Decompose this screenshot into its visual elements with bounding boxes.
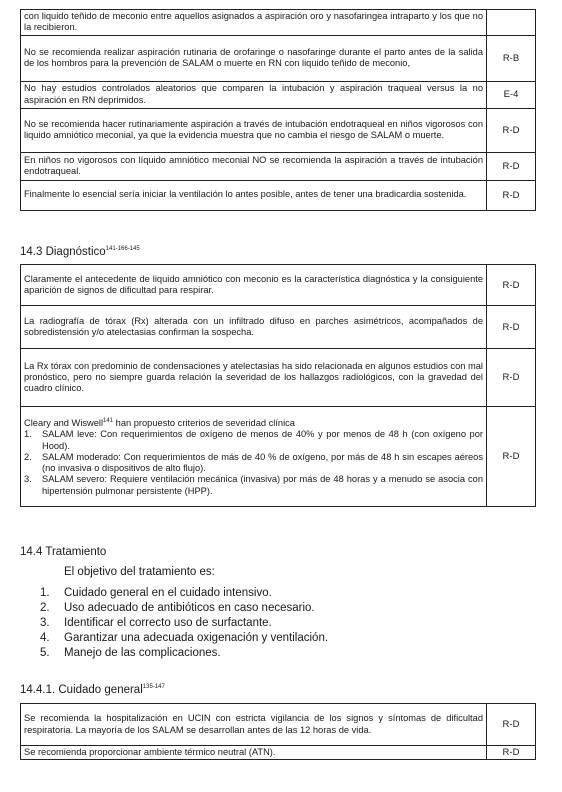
list-item xyxy=(40,616,328,631)
reference-superscript: 135-147 xyxy=(142,684,165,690)
item-text: Uso adecuado de antibióticos en caso necesario. xyxy=(64,602,315,614)
table-row xyxy=(21,349,536,407)
list-item xyxy=(24,429,483,452)
treatment-objectives-list xyxy=(40,586,328,661)
list-item xyxy=(24,474,483,497)
author-names: Cleary and Wiswell xyxy=(24,418,104,428)
row-text: En niños no vigorosos con líquido amniótico meconial NO se recomienda la aspiración a través de intubación endotraqueal. xyxy=(21,152,487,180)
evidence-level: R-D xyxy=(487,407,536,507)
item-number: 5. xyxy=(40,647,50,659)
list-item xyxy=(40,586,328,601)
evidence-table-1 xyxy=(20,9,536,211)
reference-superscript: 141-166-145 xyxy=(105,246,140,252)
row-text: No se recomienda realizar aspiración rutinaria de orofaringe o nasofaringe durante el parto antes de la salida de los hombros para la prevención de SALAM o muerte en RN con liquido teñido de meconio, xyxy=(21,35,487,81)
list-item xyxy=(40,631,328,646)
evidence-level: R-D xyxy=(487,152,536,180)
list-item xyxy=(40,646,328,661)
evidence-level: R-D xyxy=(487,746,536,760)
table-row xyxy=(21,180,536,210)
row-text: No se recomienda hacer rutinariamente aspiración a través de intubación endotraqueal en niños vigorosos con liquido amniótico meconial, ya que la evidencia muestra que no cambia el riesgo de SALAM o muerte. xyxy=(21,108,487,152)
evidence-level: R-D xyxy=(487,108,536,152)
evidence-level: R-B xyxy=(487,35,536,81)
row-text: Se recomienda la hospitalización en UCIN con estricta vigilancia de los signos y síntomas de dificultad respiratoria. La mayoría de los SALAM se desarrollan antes de las 12 horas de vida. xyxy=(21,704,487,746)
evidence-level xyxy=(487,10,536,36)
table-row xyxy=(21,306,536,349)
heading-text: 14.3 Diagnóstico xyxy=(20,246,106,258)
item-number: 3. xyxy=(24,474,32,485)
row-text: Se recomienda proporcionar ambiente térmico neutral (ATN). xyxy=(21,746,487,760)
evidence-level: R-D xyxy=(487,306,536,349)
evidence-table-2 xyxy=(20,264,536,507)
row-text: Claramente el antecedente de liquido amniótico con meconio es la característica diagnóstica y la consiguiente aparición de signos de dificultad para respirar. xyxy=(21,265,487,306)
list-item xyxy=(24,452,483,475)
row-text: Finalmente lo esencial sería iniciar la ventilación lo antes posible, antes de tener una bradicardia sostenida. xyxy=(21,180,487,210)
section-heading-diagnostico xyxy=(20,246,140,258)
reference-superscript: 141 xyxy=(103,417,114,424)
criteria-cell xyxy=(21,407,487,507)
item-number: 3. xyxy=(40,617,50,629)
item-number: 1. xyxy=(24,429,32,440)
evidence-level: R-D xyxy=(487,180,536,210)
severity-criteria-list xyxy=(24,429,483,497)
item-text: SALAM severo: Requiere ventilación mecánica (invasiva) por más de 48 horas y a menudo se asocia con hipertensión pulmonar persistente (HPP). xyxy=(42,474,483,496)
table-row xyxy=(21,407,536,507)
evidence-level: E-4 xyxy=(487,81,536,108)
evidence-table-3 xyxy=(20,703,536,760)
table-row xyxy=(21,10,536,36)
evidence-level: R-D xyxy=(487,265,536,306)
heading-text: 14.4.1. Cuidado general xyxy=(20,684,143,696)
table-row xyxy=(21,704,536,746)
item-number: 4. xyxy=(40,632,50,644)
item-text: Manejo de las complicaciones. xyxy=(64,647,221,659)
table-row xyxy=(21,35,536,81)
item-text: SALAM moderado: Con requerimientos de más de 40 % de oxígeno, por más de 48 h sin escapes aéreos (no invasiva o dispositivos de alto flujo). xyxy=(42,451,483,474)
item-text: Identificar el correcto uso de surfactante. xyxy=(64,617,272,629)
row-text: No hay estudios controlados aleatorios que comparen la intubación y aspiración traqueal versus la no aspiración en RN deprimidos. xyxy=(21,81,487,108)
table-row xyxy=(21,81,536,108)
item-number: 2. xyxy=(40,602,50,614)
item-text: SALAM leve: Con requerimientos de oxígeno de menos de 40% y por menos de 48 h (con oxígeno por Hood). xyxy=(42,429,483,451)
row-text: La radiografía de tórax (Rx) alterada con un infiltrado difuso en parches asimétricos, acompañados de sobredistensión y/o atelectasias confirman la sospecha. xyxy=(21,306,487,349)
row-text: La Rx tórax con predominio de condensaciones y atelectasias ha sido relacionada en algunos estudios con mal pronóstico, pero no siempre guarda relación la severidad de los hallazgos radiológicos, con la gravedad del cuadro clínico. xyxy=(21,349,487,407)
table-row xyxy=(21,746,536,760)
table-row xyxy=(21,152,536,180)
item-text: Cuidado general en el cuidado intensivo. xyxy=(64,587,272,599)
item-number: 1. xyxy=(40,587,50,599)
item-number: 2. xyxy=(24,451,32,462)
row-text: con liquido teñido de meconio entre aquellos asignados a aspiración oro y nasofaringea intraparto y los que no la recibieron. xyxy=(21,10,487,36)
table-row xyxy=(21,265,536,306)
item-text: Garantizar una adecuada oxigenación y ventilación. xyxy=(64,632,329,644)
treatment-intro: El objetivo del tratamiento es: xyxy=(64,566,215,578)
section-heading-tratamiento: 14.4 Tratamiento xyxy=(20,546,107,558)
table-row xyxy=(21,108,536,152)
evidence-level: R-D xyxy=(487,704,536,746)
list-item xyxy=(40,601,328,616)
criteria-intro-text: han propuesto criterios de severidad clínica xyxy=(113,418,295,428)
evidence-level: R-D xyxy=(487,349,536,407)
section-heading-cuidado-general xyxy=(20,684,165,696)
criteria-intro xyxy=(24,416,483,429)
